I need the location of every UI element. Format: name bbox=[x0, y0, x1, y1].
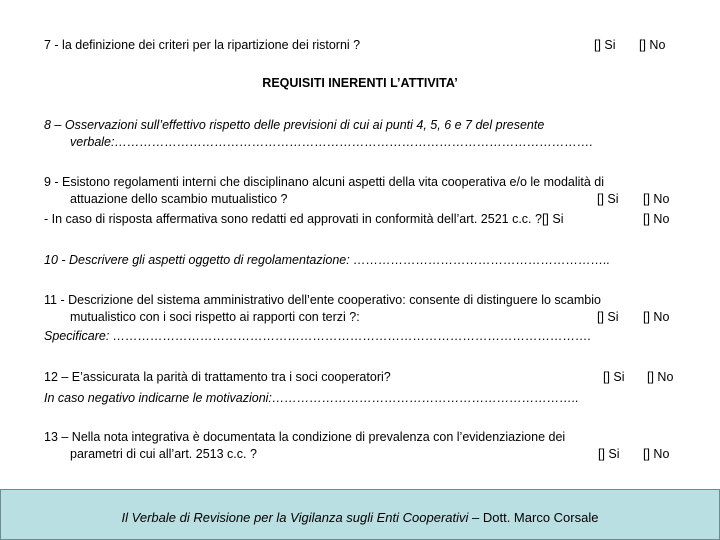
q7-text: 7 - la definizione dei criteri per la ripartizione dei ristorni ? bbox=[44, 38, 361, 52]
q12-line1: 12 – E’assicurata la parità di trattamento tra i soci cooperatori? bbox=[44, 370, 391, 384]
q11-line3: Specificare: ……………………………………………………………………………………………………. bbox=[44, 329, 592, 343]
q13-si-option[interactable]: [] Si bbox=[598, 447, 620, 461]
q9-si-option[interactable]: [] Si bbox=[597, 192, 619, 206]
q12-line2: In caso negativo indicarne le motivazioni:……………………………………………………………….. bbox=[44, 391, 579, 405]
q11-si-option[interactable]: [] Si bbox=[597, 310, 619, 324]
q10-text: 10 - Descrivere gli aspetti oggetto di regolamentazione: …………………………………………………….. bbox=[44, 253, 611, 267]
q13-line2: parametri di cui all’art. 2513 c.c. ? bbox=[70, 447, 257, 461]
q9-no2-option[interactable]: [] No bbox=[643, 212, 670, 226]
q12-no-option[interactable]: [] No bbox=[647, 370, 674, 384]
q13-no-option[interactable]: [] No bbox=[643, 447, 670, 461]
q11-line1: 11 - Descrizione del sistema amministrativo dell’ente cooperativo: consente di distinguere lo scambio bbox=[44, 293, 601, 307]
q9-line1: 9 - Esistono regolamenti interni che disciplinano alcuni aspetti della vita cooperativa e/o le modalità di bbox=[44, 175, 605, 189]
q8-line2: verbale:……………………………………………………………………………………………………. bbox=[70, 135, 593, 149]
footer-text bbox=[1, 510, 719, 525]
q9-no-option[interactable]: [] No bbox=[643, 192, 670, 206]
q7-si-option[interactable]: [] Si bbox=[594, 38, 616, 52]
q9-line3: - In caso di risposta affermativa sono redatti ed approvati in conformità dell’art. 2521 c.c. ?[] Si bbox=[44, 212, 564, 226]
q11-line2: mutualistico con i soci rispetto ai rapporti con terzi ?: bbox=[70, 310, 360, 324]
section-heading: REQUISITI INERENTI L’ATTIVITA’ bbox=[262, 76, 458, 90]
footer-author: – Dott. Marco Corsale bbox=[468, 510, 599, 525]
q11-no-option[interactable]: [] No bbox=[643, 310, 670, 324]
q8-line1: 8 – Osservazioni sull’effettivo rispetto delle previsioni di cui ai punti 4, 5, 6 e 7 del presente bbox=[44, 118, 545, 132]
footer-title: Il Verbale di Revisione per la Vigilanza sugli Enti Cooperativi bbox=[121, 510, 469, 525]
q12-si-option[interactable]: [] Si bbox=[603, 370, 625, 384]
q7-no-option[interactable]: [] No bbox=[639, 38, 666, 52]
q9-line2: attuazione dello scambio mutualistico ? bbox=[70, 192, 288, 206]
q13-line1: 13 – Nella nota integrativa è documentata la condizione di prevalenza con l’evidenziazione dei bbox=[44, 430, 566, 444]
footer-bar bbox=[0, 489, 720, 540]
